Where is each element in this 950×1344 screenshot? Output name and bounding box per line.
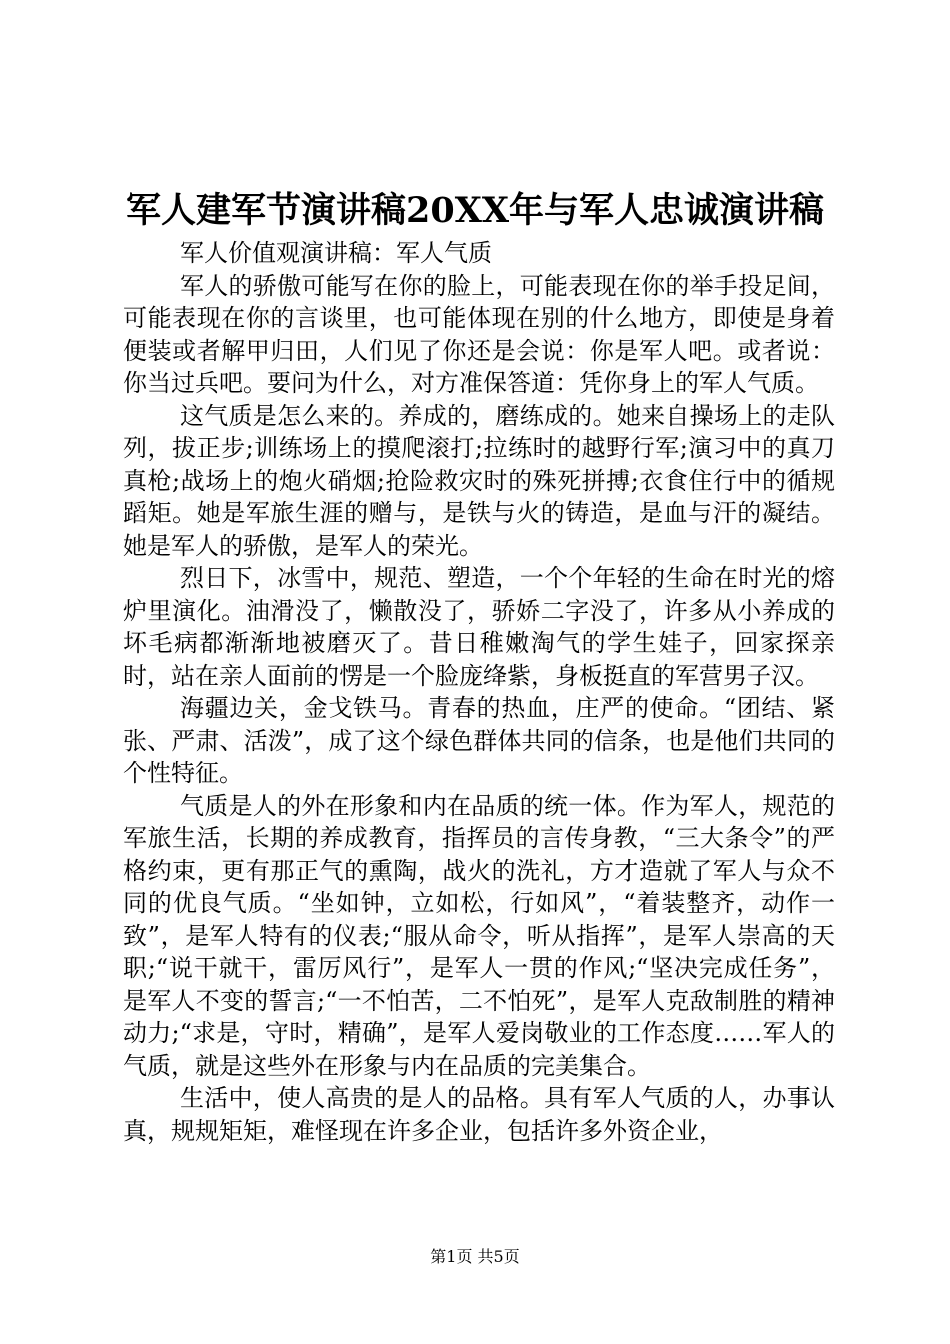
paragraph: 气质是人的外在形象和内在品质的统一体。作为军人，规范的军旅生活，长期的养成教育，指挥员的言传身教，“三大条令”的严格约束，更有那正气的熏陶，战火的洗礼，方才造就了军人与众不同的优良气质。“坐如钟，立如松，行如风”，“着装整齐，动作一致”，是军人特有的仪表;“服从命令，听从指挥”，是军人崇高的天职;“说干就干，雷厉风行”，是军人一贯的作风;“坚决完成任务”，是军人不变的誓言;“一不怕苦，二不怕死”，是军人克敌制胜的精神动力;“求是，守时，精确”，是军人爱岗敬业的工作态度……军人的气质，就是这些外在形象与内在品质的完美集合。: [123, 791, 835, 1080]
paragraph: 海疆边关，金戈铁马。青春的热血，庄严的使命。“团结、紧张、严肃、活泼”，成了这个绿色群体共同的信条，也是他们共同的个性特征。: [123, 694, 835, 787]
paragraph: 生活中，使人高贵的是人的品格。具有军人气质的人，办事认真，规规矩矩，难怪现在许多企业，包括许多外资企业，: [123, 1084, 835, 1145]
paragraph: 军人的骄傲可能写在你的脸上，可能表现在你的举手投足间，可能表现在你的言谈里，也可能体现在别的什么地方，即使是身着便装或者解甲归田，人们见了你还是会说：你是军人吧。或者说：你当过兵吧。要问为什么，对方准保答道：凭你身上的军人气质。: [123, 271, 835, 397]
paragraph: 这气质是怎么来的。养成的，磨练成的。她来自操场上的走队列，拔正步;训练场上的摸爬滚打;拉练时的越野行军;演习中的真刀真枪;战场上的炮火硝烟;抢险救灾时的殊死拼搏;衣食住行中的循规蹈矩。她是军旅生涯的赠与，是铁与火的铸造，是血与汗的凝结。她是军人的骄傲，是军人的荣光。: [123, 401, 835, 560]
document-title: 军人建军节演讲稿20XX年与军人忠诚演讲稿: [125, 190, 825, 231]
paragraph-subtitle: 军人价值观演讲稿：军人气质: [180, 239, 492, 267]
page-number-footer: 第1页 共5页: [430, 1247, 520, 1266]
document-body: [123, 237, 835, 1147]
paragraph: 烈日下，冰雪中，规范、塑造，一个个年轻的生命在时光的熔炉里演化。油滑没了，懒散没了，骄娇二字没了，许多从小养成的坏毛病都渐渐地被磨灭了。昔日稚嫩淘气的学生娃子，回家探亲时，站在亲人面前的愣是一个脸庞绛紫，身板挺直的军营男子汉。: [123, 564, 835, 690]
